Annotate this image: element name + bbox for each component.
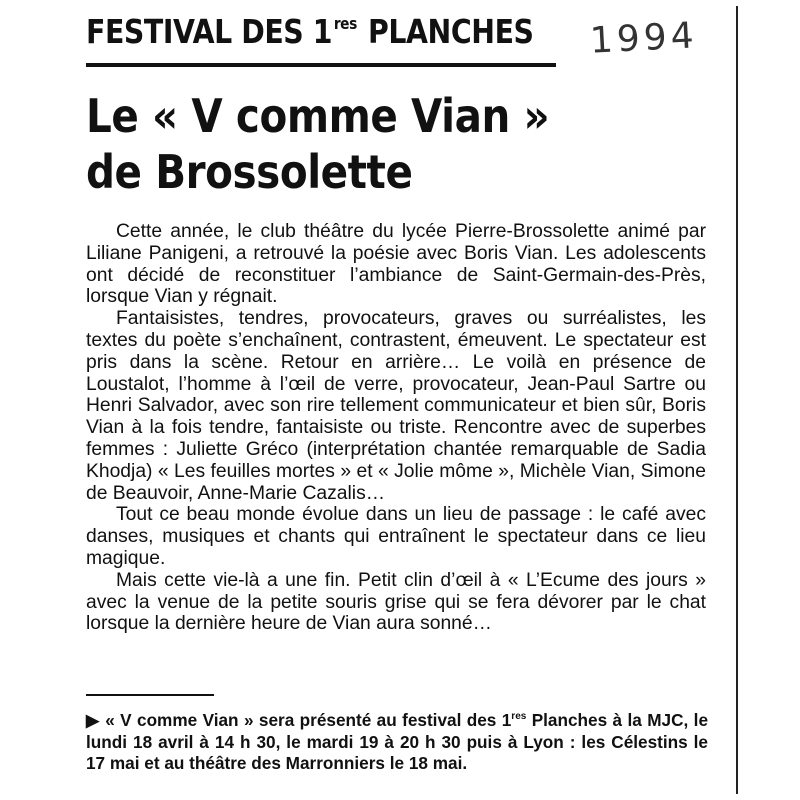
- event-info-note: [86, 706, 708, 775]
- headline-line-1: Le « V comme Vian »: [86, 89, 550, 143]
- rubric-heading: [86, 12, 534, 51]
- rubric-suffix: PLANCHES: [358, 12, 534, 51]
- footer-text-after: Planches à la MJC, le lundi 18 avril à 14 h 30, le mardi 19 à 20 h 30 puis à Lyon : les Célestins le 17 mai et au théâtre des Marronniers le 18 mai.: [86, 710, 708, 773]
- body-paragraph-3: Tout ce beau monde évolue dans un lieu de passage : le café avec danses, musiques et chants qui entraînent le spectateur dans ce lieu magique.: [86, 504, 706, 569]
- rubric-superscript: res: [333, 14, 357, 33]
- rubric-underline: [86, 63, 556, 67]
- handwritten-year-annotation: 1994: [589, 15, 699, 62]
- triangle-bullet-icon: ▶: [86, 710, 100, 730]
- body-paragraph-4: Mais cette vie-là a une fin. Petit clin d’œil à « L’Ecume des jours » avec la venue de la petite souris grise qui se fera dévorer par le chat lorsque la dernière heure de Vian aura sonné…: [86, 569, 706, 635]
- footer-divider: [86, 694, 214, 696]
- article-headline: [86, 88, 549, 200]
- footer-superscript: res: [511, 711, 527, 722]
- footer-text-before: « V comme Vian » sera présenté au festival des 1: [99, 710, 512, 730]
- article-body: [86, 221, 706, 635]
- rubric-prefix: FESTIVAL DES 1: [86, 12, 333, 51]
- body-paragraph-2: Fantaisistes, tendres, provocateurs, graves ou surréalistes, les textes du poète s’enchaînent, contrastent, émeuvent. Le spectateur est pris dans la scène. Retour en arrière… Le voilà en présence de Loustalot, l’homme à l’œil de verre, provocateur, Jean-Paul Sartre ou Henri Salvador, avec son rire tellement communicateur et bien sûr, Boris Vian à la fois tendre, fantaisiste ou triste. Rencontre avec de superbes femmes : Juliette Gréco (interprétation chantée remarquable de Sadia Khodja) « Les feuilles mortes » et « Jolie môme », Michèle Vian, Simone de Beauvoir, Anne-Marie Cazalis…: [86, 308, 706, 504]
- clipping-edge-line: [736, 6, 738, 794]
- headline-line-2: de Brossolette: [86, 145, 413, 199]
- body-paragraph-1: Cette année, le club théâtre du lycée Pierre-Brossolette animé par Liliane Panigeni, a retrouvé la poésie avec Boris Vian. Les adolescents ont décidé de reconstituer l’ambiance de Saint-Germain-des-Près, lorsque Vian y régnait.: [86, 221, 706, 308]
